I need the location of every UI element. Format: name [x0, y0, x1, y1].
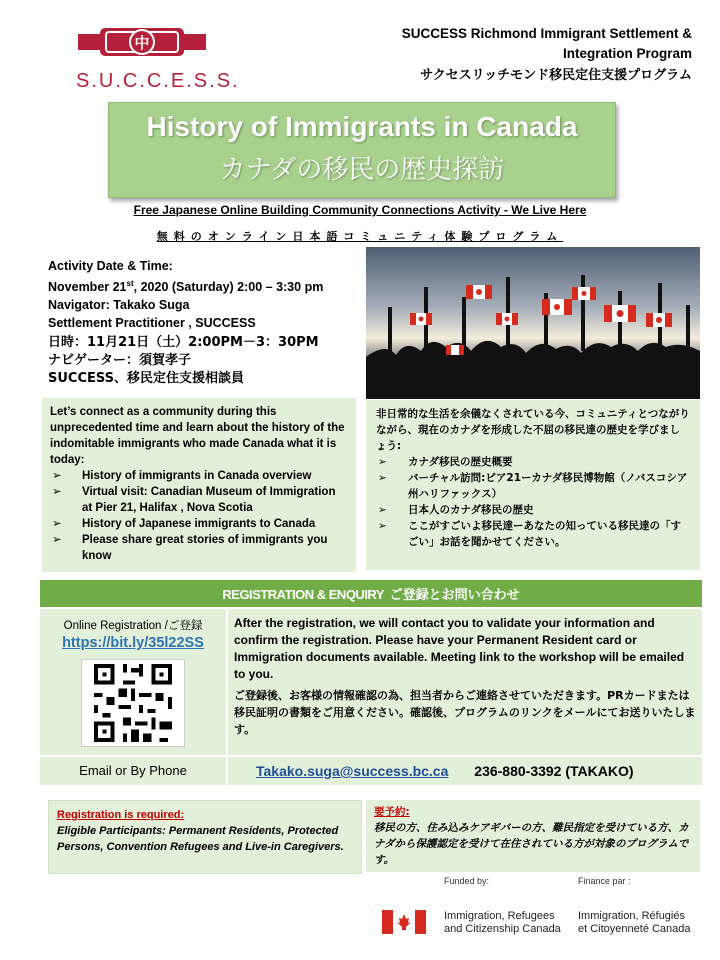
description-panel [42, 398, 356, 572]
registration-heading: REGISTRATION & ENQUIRY [222, 587, 385, 602]
page-title: History of Immigrants in Canada [146, 111, 578, 142]
subtitle-jp: 無料のオンライン日本語コミュニティ体験プログラム [156, 230, 564, 243]
org-line-2: Integration Program [562, 46, 692, 61]
canada-flag-icon [382, 910, 426, 934]
eligibility-text-jp: 移民の方、住み込みケアギバーの方、難民指定を受けている方、カナダから保護認定を受けて在住されている方が対象のプログラムです。 [374, 822, 689, 866]
registration-link[interactable]: https://bit.ly/35l22SS [62, 635, 204, 651]
funder-name-fr [578, 910, 691, 936]
description-intro-jp: 非日常的な生活を余儀なくされている今、コミュニティとつながりながら、現在のカナダを形成した不屈の移民達の歴史を学びましょう: [376, 408, 690, 452]
logo-wordmark: S.U.C.C.E.S.S. [76, 70, 240, 92]
registration-text-jp: ご登録後、お客様の情報確認の為、担当者からご連絡させていただきます。PRカードまたは移民証明の書類をご用意ください。確認後、プログラムのリンクをメールにてお送りいたします。 [234, 689, 696, 736]
list-item: ➢ ここがすごいよ移民達ーあなたの知っている移民達の「すごい」お話を聞かせてください。 [376, 518, 690, 550]
contact-details [228, 757, 702, 785]
organization-name [372, 24, 692, 64]
navigator-role-jp: SUCCESS、移民定住支援相談員 [48, 371, 245, 386]
eligibility-box-jp [366, 800, 700, 872]
funder-fr-line-2: et Citoyenneté Canada [578, 923, 691, 935]
registration-banner [40, 580, 702, 607]
logo-glyph: 中 [134, 34, 150, 52]
description-intro: Let’s connect as a community during this unprecedented time and learn about the history of the indomitable immigrants who made Canada what it is today: [50, 406, 345, 466]
funder-fr-line-1: Immigration, Réfugiés [578, 910, 685, 922]
funder-name-en [444, 910, 561, 936]
org-line-1: SUCCESS Richmond Immigrant Settlement & [401, 26, 692, 41]
list-item: ➢ カナダ移民の歴史概要 [376, 454, 690, 470]
eligibility-text: Eligible Participants: Permanent Residents, Protected Persons, Convention Refugees and Live-in Caregivers. [57, 825, 344, 853]
list-item: ➢ バーチャル訪問:ピア21ーカナダ移民博物館（ノバスコシア州ハリファックス） [376, 470, 690, 502]
activity-info [48, 257, 358, 332]
list-item: ➢ Please share great stories of immigrants you know [50, 532, 348, 564]
phone-number: 236-880-3392 (TAKAKO) [474, 763, 634, 779]
description-panel-jp [366, 400, 700, 570]
page-title-jp: カナダの移民の歴史探訪 [219, 155, 505, 185]
finance-par-label: Finance par : [578, 876, 631, 886]
navigator-jp: ナビゲーター：須賀孝子 [48, 353, 192, 368]
title-band [108, 102, 616, 198]
eligibility-heading: Registration is required: [57, 809, 185, 821]
registration-text: After the registration, we will contact you to validate your information and confirm the registration. Please have your Permanent Resident card or Immigration documents available. Meeting link to the workshop will be emailed to you. [234, 616, 685, 681]
registration-heading-jp: ご登録とお問い合わせ [389, 588, 520, 603]
list-item: ➢ 日本人のカナダ移民の歴史 [376, 502, 690, 518]
registration-details [228, 609, 702, 755]
list-item: ➢ History of immigrants in Canada overview [50, 468, 348, 484]
contact-label: Email or By Phone [40, 757, 226, 785]
date-time: November 21st, 2020 (Saturday) 2:00 – 3:30 pm [48, 279, 324, 295]
navigator: Navigator: Takako Suga [48, 298, 190, 313]
subtitle: Free Japanese Online Building Community Connections Activity - We Live Here [133, 203, 587, 217]
date-label: Activity Date & Time: [48, 259, 173, 273]
organization-name-jp: サクセスリッチモンド移民定住支援プログラム [420, 68, 692, 83]
online-registration-box [40, 609, 226, 755]
list-item: ➢ Virtual visit: Canadian Museum of Immigration at Pier 21, Halifax , Nova Scotia [50, 484, 348, 516]
funder-en-line-2: and Citizenship Canada [444, 923, 561, 935]
email-link[interactable]: Takako.suga@success.bc.ca [256, 763, 449, 779]
online-registration-label: Online Registration /ご登録 [63, 620, 203, 632]
funded-by-label: Funded by: [444, 876, 490, 886]
eligibility-box [48, 800, 362, 874]
funder-en-line-1: Immigration, Refugees [444, 910, 555, 922]
crowd-flags-photo [366, 247, 700, 399]
date-time-jp: 日時：11月21日（土）2:00PM－3：30PM [48, 335, 319, 350]
navigator-role: Settlement Practitioner , SUCCESS [48, 316, 256, 331]
list-item: ➢ History of Japanese immigrants to Canada [50, 516, 348, 532]
eligibility-heading-jp: 要予約: [374, 806, 410, 818]
activity-info-jp [48, 334, 358, 388]
qr-code-icon[interactable] [81, 659, 185, 747]
